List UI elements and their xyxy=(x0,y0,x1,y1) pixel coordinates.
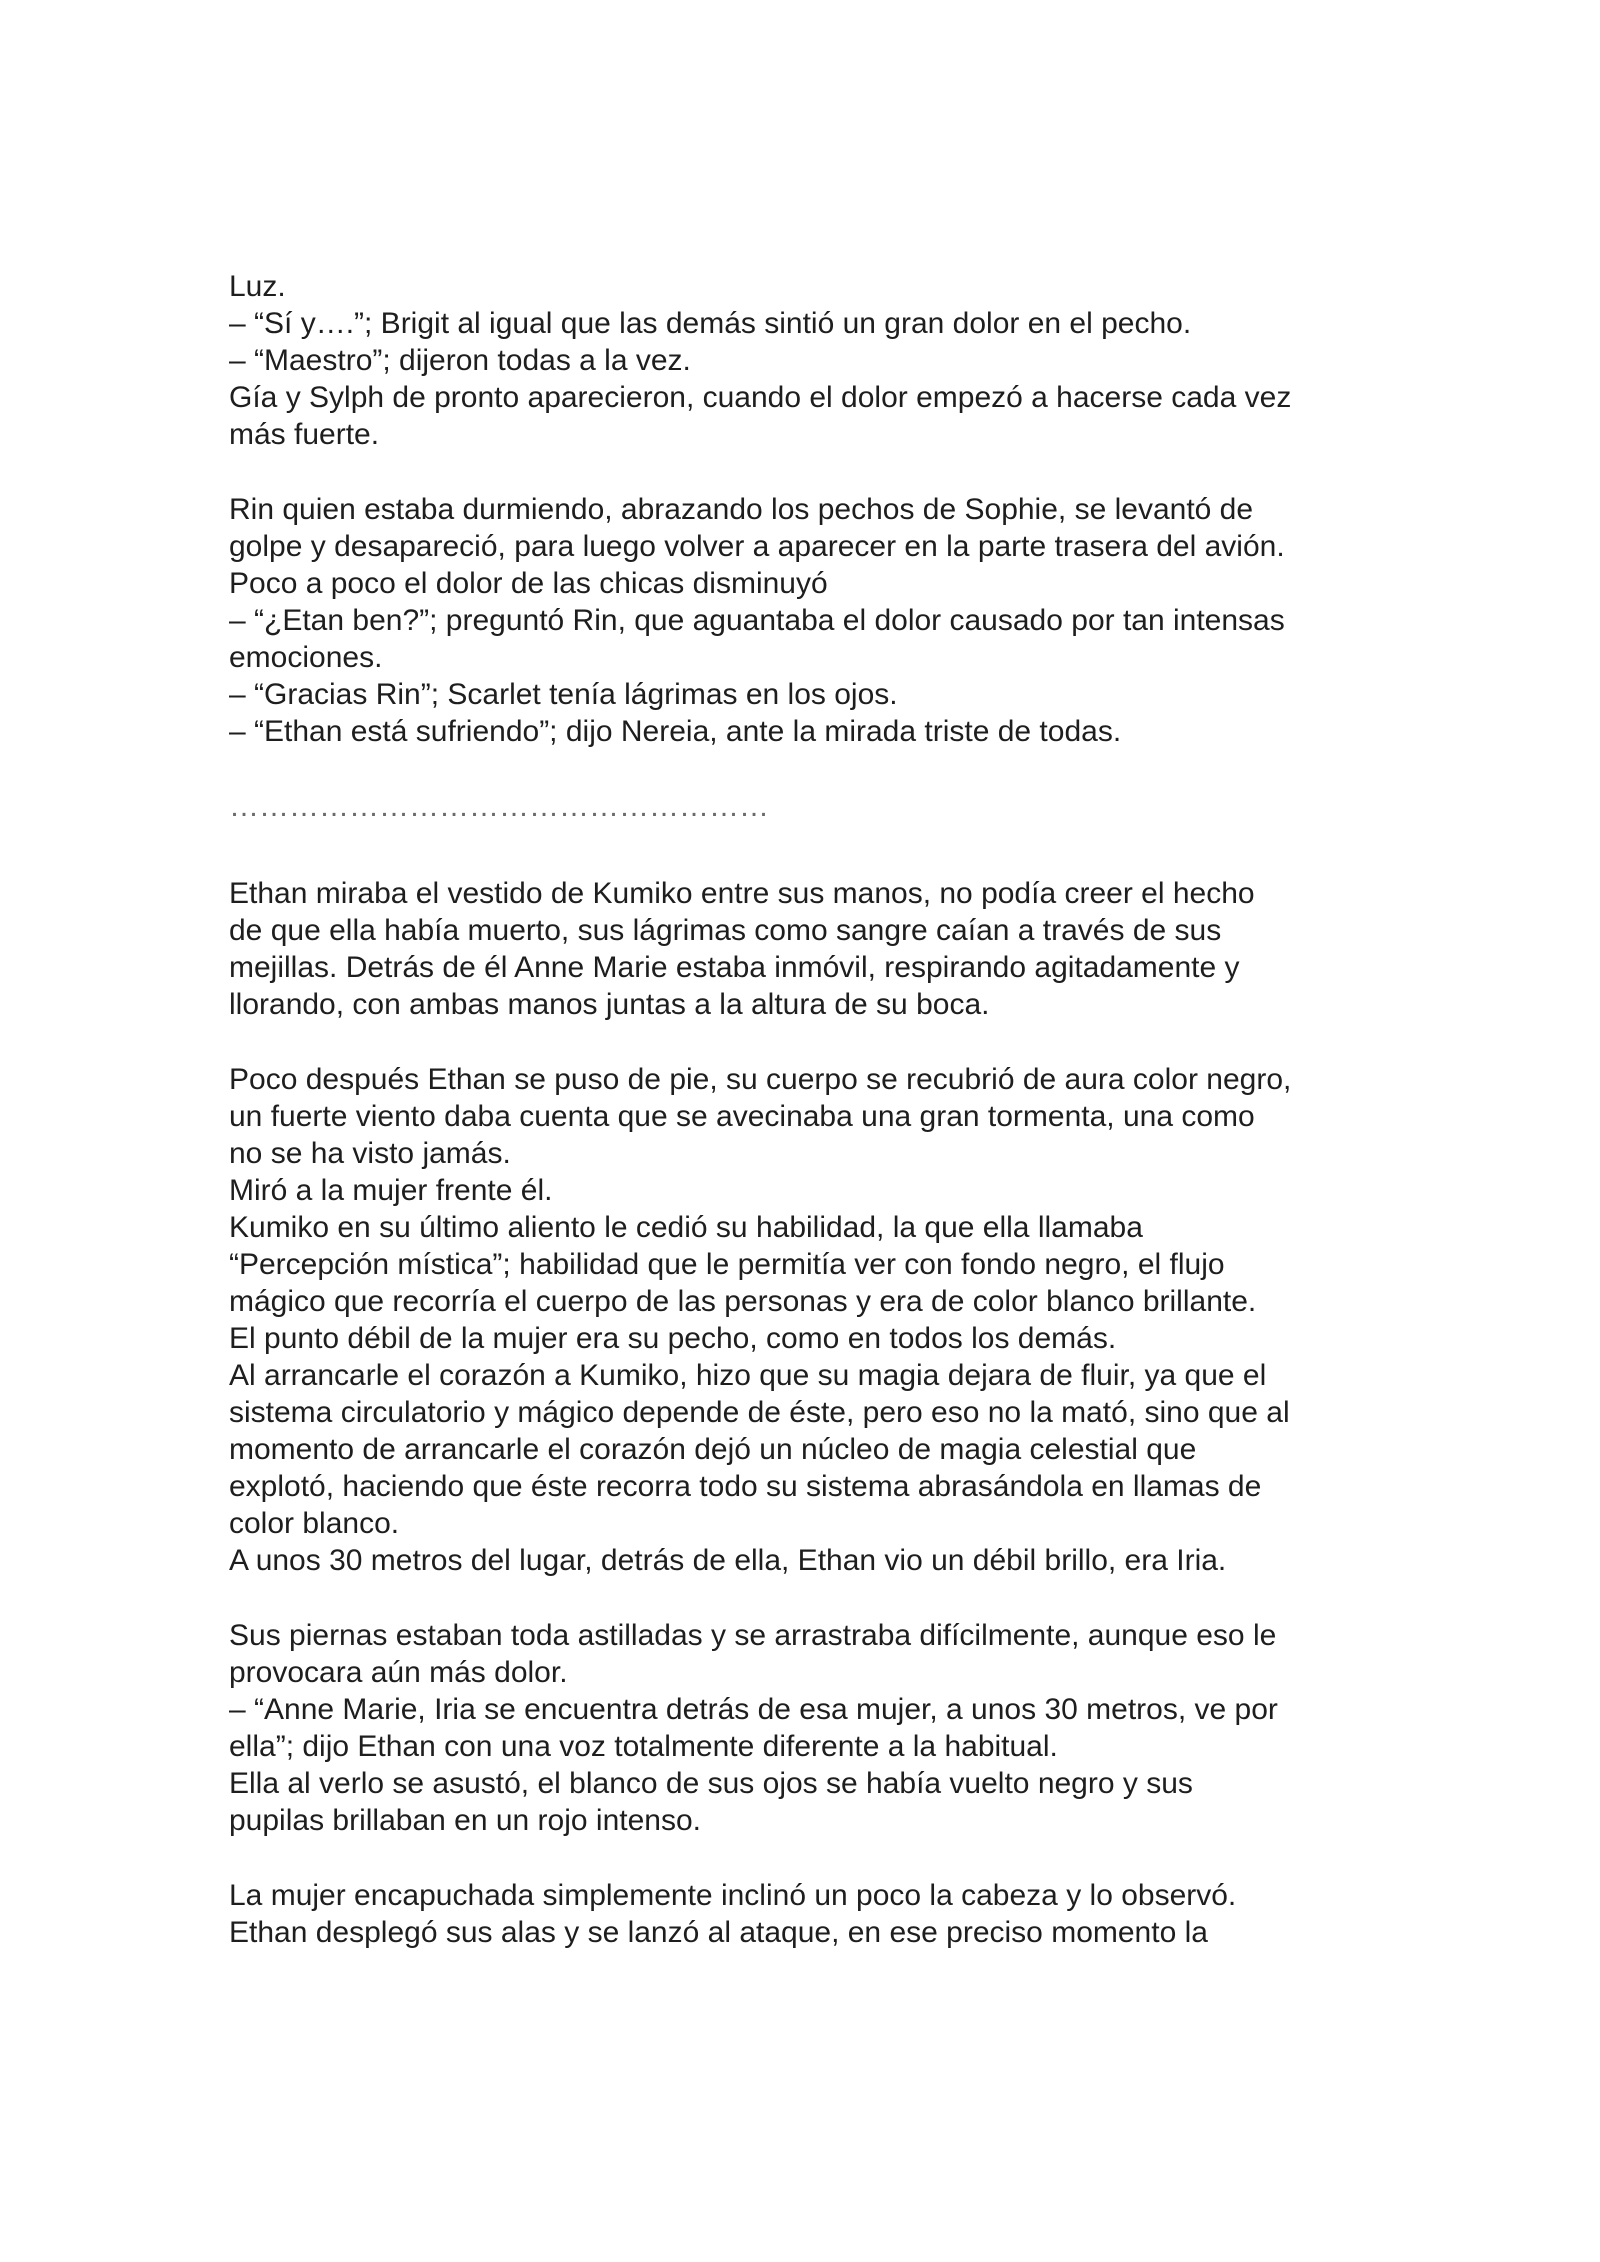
paragraph xyxy=(229,1061,1389,1579)
text-line: Al arrancarle el corazón a Kumiko, hizo que su magia dejara de fluir, ya que el xyxy=(229,1359,1267,1392)
text-line: pupilas brillaban en un rojo intenso. xyxy=(229,1804,701,1837)
text-line: no se ha visto jamás. xyxy=(229,1137,511,1170)
text-line: un fuerte viento daba cuenta que se avecinaba una gran tormenta, una como xyxy=(229,1100,1255,1133)
text-line: llorando, con ambas manos juntas a la altura de su boca. xyxy=(229,988,990,1021)
text-line: Ella al verlo se asustó, el blanco de sus ojos se había vuelto negro y sus xyxy=(229,1767,1193,1800)
text-line: El punto débil de la mujer era su pecho, como en todos los demás. xyxy=(229,1322,1117,1355)
paragraph-spacer xyxy=(229,825,1389,875)
text-line: Kumiko en su último aliento le cedió su habilidad, la que ella llamaba xyxy=(229,1211,1143,1244)
paragraph xyxy=(229,875,1389,1023)
text-line: más fuerte. xyxy=(229,418,380,451)
text-line: mejillas. Detrás de él Anne Marie estaba inmóvil, respirando agitadamente y xyxy=(229,951,1240,984)
text-line: La mujer encapuchada simplemente inclinó un poco la cabeza y lo observó. xyxy=(229,1879,1237,1912)
paragraph-spacer xyxy=(229,1023,1389,1061)
text-line: sistema circulatorio y mágico depende de éste, pero eso no la mató, sino que al xyxy=(229,1396,1290,1429)
paragraph-spacer xyxy=(229,1579,1389,1617)
text-line: A unos 30 metros del lugar, detrás de ella, Ethan vio un débil brillo, era Iria. xyxy=(229,1544,1227,1577)
paragraph xyxy=(229,491,1389,750)
text-line: Gía y Sylph de pronto aparecieron, cuando el dolor empezó a hacerse cada vez xyxy=(229,381,1292,414)
text-line: Miró a la mujer frente él. xyxy=(229,1174,553,1207)
text-line: Rin quien estaba durmiendo, abrazando los pechos de Sophie, se levantó de xyxy=(229,493,1254,526)
text-line: – “¿Etan ben?”; preguntó Rin, que aguantaba el dolor causado por tan intensas xyxy=(229,604,1285,637)
paragraph xyxy=(229,1617,1389,1839)
text-line: Ethan miraba el vestido de Kumiko entre sus manos, no podía creer el hecho xyxy=(229,877,1255,910)
text-line: Ethan desplegó sus alas y se lanzó al ataque, en ese preciso momento la xyxy=(229,1916,1208,1949)
document-body xyxy=(229,268,1389,1951)
text-line: – “Sí y….”; Brigit al igual que las demás sintió un gran dolor en el pecho. xyxy=(229,307,1192,340)
text-line: Poco a poco el dolor de las chicas disminuyó xyxy=(229,567,828,600)
text-line: ella”; dijo Ethan con una voz totalmente diferente a la habitual. xyxy=(229,1730,1058,1763)
paragraph xyxy=(229,268,1389,453)
text-line: emociones. xyxy=(229,641,383,674)
text-line: – “Gracias Rin”; Scarlet tenía lágrimas en los ojos. xyxy=(229,678,898,711)
text-line: “Percepción mística”; habilidad que le permitía ver con fondo negro, el flujo xyxy=(229,1248,1225,1281)
text-line: – “Anne Marie, Iria se encuentra detrás de esa mujer, a unos 30 metros, ve por xyxy=(229,1693,1278,1726)
text-line: – “Ethan está sufriendo”; dijo Nereia, ante la mirada triste de todas. xyxy=(229,715,1122,748)
text-line: Poco después Ethan se puso de pie, su cuerpo se recubrió de aura color negro, xyxy=(229,1063,1292,1096)
paragraph xyxy=(229,1877,1389,1951)
text-line: de que ella había muerto, sus lágrimas como sangre caían a través de sus xyxy=(229,914,1222,947)
text-line: explotó, haciendo que éste recorra todo su sistema abrasándola en llamas de xyxy=(229,1470,1262,1503)
text-line: Sus piernas estaban toda astilladas y se arrastraba difícilmente, aunque eso le xyxy=(229,1619,1277,1652)
text-line: provocara aún más dolor. xyxy=(229,1656,568,1689)
section-separator: ……………………………………………… xyxy=(229,790,769,823)
text-line: color blanco. xyxy=(229,1507,400,1540)
paragraph-spacer xyxy=(229,750,1389,788)
text-line: golpe y desapareció, para luego volver a aparecer en la parte trasera del avión. xyxy=(229,530,1285,563)
paragraph-spacer xyxy=(229,1839,1389,1877)
text-line: – “Maestro”; dijeron todas a la vez. xyxy=(229,344,691,377)
text-line: Luz. xyxy=(229,270,286,303)
text-line: mágico que recorría el cuerpo de las personas y era de color blanco brillante. xyxy=(229,1285,1257,1318)
paragraph-spacer xyxy=(229,453,1389,491)
text-line: momento de arrancarle el corazón dejó un núcleo de magia celestial que xyxy=(229,1433,1197,1466)
